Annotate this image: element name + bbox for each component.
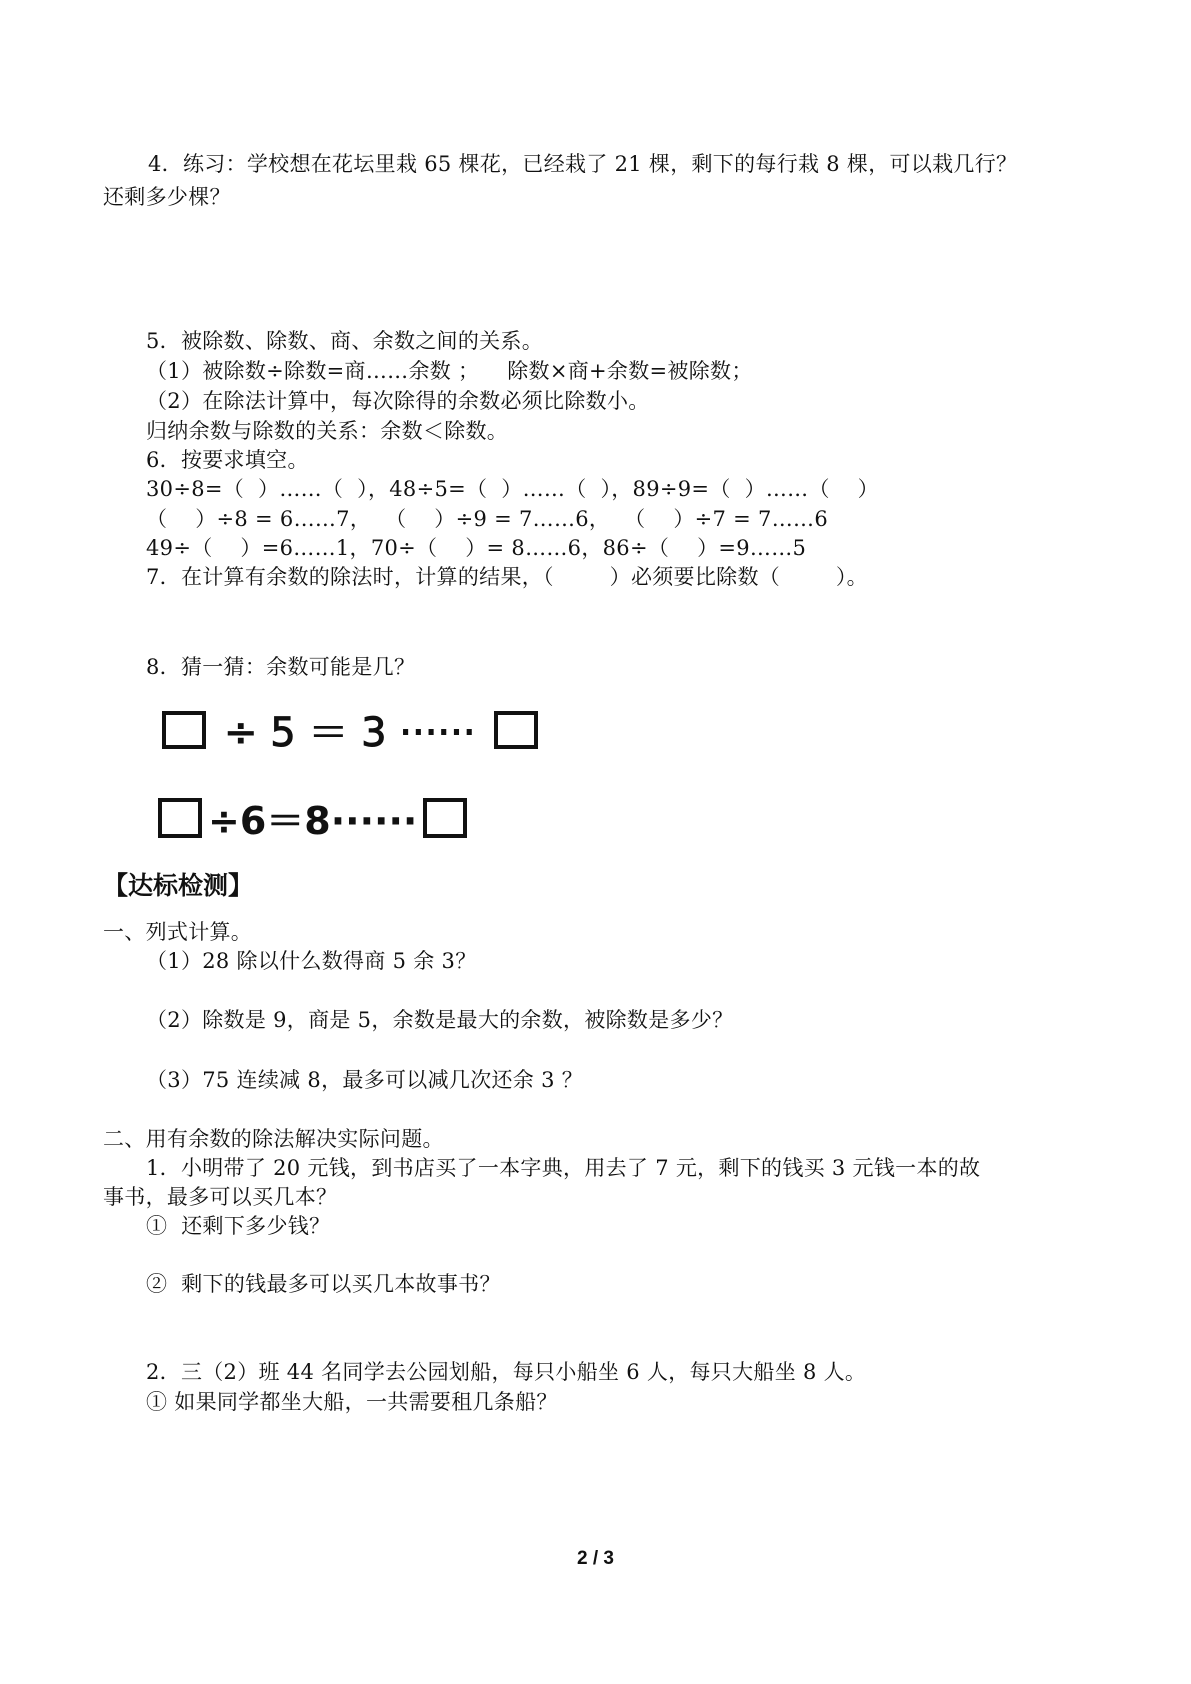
part1-q2: （2）除数是 9，商是 5，余数是最大的余数，被除数是多少？ <box>146 1008 734 1032</box>
q7-text: 7．在计算有余数的除法时，计算的结果，（ ）必须要比除数（ ）。 <box>146 565 868 589</box>
equation-2 <box>158 790 467 845</box>
part1-title: 一、列式计算。 <box>103 920 253 944</box>
equation-2-expression: ÷6＝8······ <box>208 799 418 843</box>
part2-p2-sub1: ① 如果同学都坐大船，一共需要租几条船？ <box>146 1390 558 1414</box>
section-title: 【达标检测】 <box>103 871 254 900</box>
q6-row2: （ ）÷8 = 6……7， （ ）÷9 = 7……6， （ ）÷7 = 7……6 <box>146 507 828 531</box>
blank-box-dividend <box>158 798 202 838</box>
q4-line1: 4．练习：学校想在花坛里栽 65 棵花，已经栽了 21 棵，剩下的每行栽 8 棵，可以栽几行？ <box>148 152 1018 176</box>
part2-p1-line2: 事书，最多可以买几本？ <box>103 1185 338 1209</box>
part1-q3: （3）75 连续减 8，最多可以减几次还余 3 ？ <box>146 1068 584 1092</box>
q5-item2: （2）在除法计算中，每次除得的余数必须比除数小。 <box>146 389 650 413</box>
part2-p2-line1: 2．三（2）班 44 名同学去公园划船，每只小船坐 6 人，每只大船坐 8 人。 <box>146 1360 867 1384</box>
part2-p1-line1: 1．小明带了 20 元钱，到书店买了一本字典，用去了 7 元，剩下的钱买 3 元钱一本的故 <box>146 1156 981 1180</box>
q4-line2: 还剩多少棵？ <box>103 185 231 209</box>
part2-p1-sub2: ② 剩下的钱最多可以买几本故事书？ <box>146 1272 501 1296</box>
equation-1 <box>162 701 538 758</box>
q6-title: 6．按要求填空。 <box>146 448 309 472</box>
q6-row1: 30÷8=（ ）……（ ），48÷5=（ ）……（ ），89÷9=（ ）……（ ） <box>146 477 879 501</box>
part2-title: 二、用有余数的除法解决实际问题。 <box>103 1127 444 1151</box>
blank-box-dividend <box>162 711 206 749</box>
blank-box-remainder <box>494 711 538 749</box>
part2-p1-sub1: ① 还剩下多少钱？ <box>146 1214 331 1238</box>
blank-box-remainder <box>423 798 467 838</box>
q5-summary: 归纳余数与除数的关系：余数＜除数。 <box>146 419 509 443</box>
q5-title: 5．被除数、除数、商、余数之间的关系。 <box>146 329 544 353</box>
q6-row3: 49÷（ ）=6……1，70÷（ ）= 8……6，86÷（ ）=9……5 <box>146 536 807 560</box>
page-number: 2 / 3 <box>577 1548 614 1569</box>
q5-item1: （1）被除数÷除数=商……余数 ； 除数×商+余数=被除数； <box>146 359 753 383</box>
q8-title: 8．猜一猜：余数可能是几？ <box>146 655 416 679</box>
equation-1-expression: ÷ 5 ＝ 3 ······ <box>224 710 476 756</box>
part1-q1: （1）28 除以什么数得商 5 余 3？ <box>146 949 477 973</box>
